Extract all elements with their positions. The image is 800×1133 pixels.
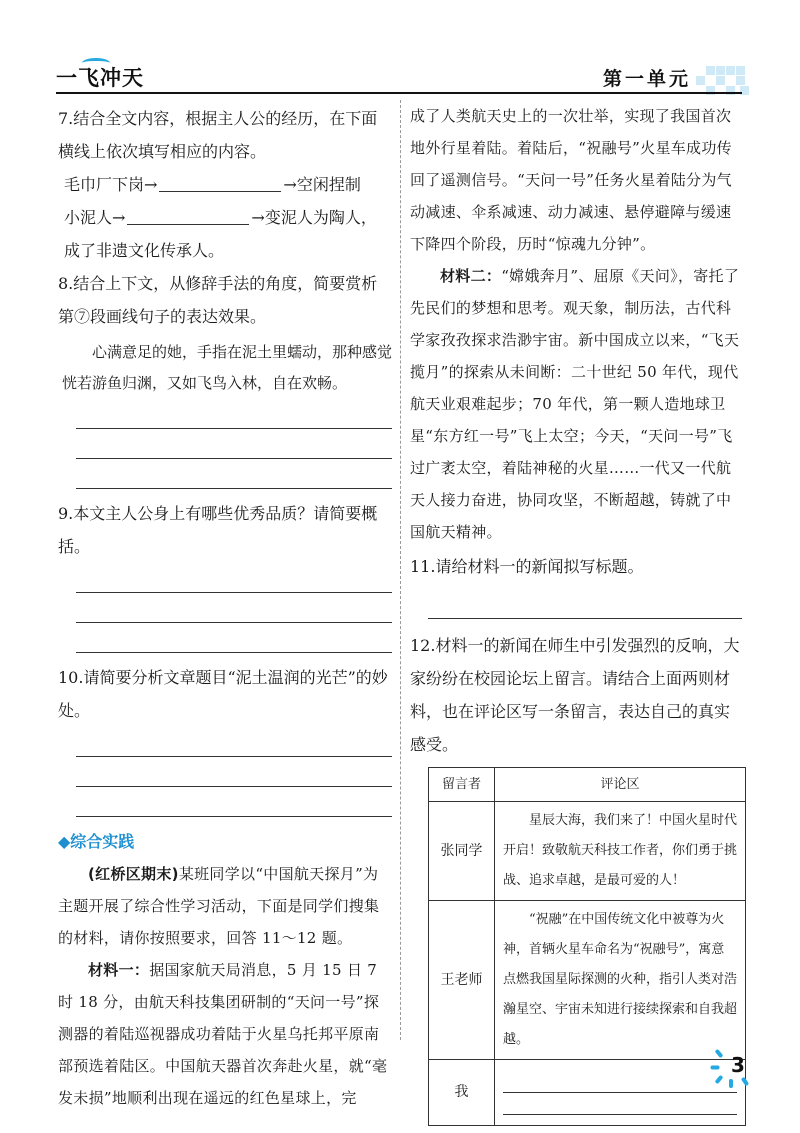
answer-line[interactable] xyxy=(76,727,392,757)
column-header: 评论区 xyxy=(495,768,746,802)
material-2-label: 材料二： xyxy=(440,267,502,285)
comment-text: 星辰大海，我们来了！中国火星时代开启！致敬航天科技工作者，你们勇于挑战、追求卓越，是最可爱的人！ xyxy=(495,802,746,901)
commenter-name: 王老师 xyxy=(429,901,495,1060)
question-8-text: 8.结合上下文，从修辞手法的角度，简要赏析第⑦段画线句子的表达效果。 xyxy=(58,274,378,326)
comment-text: “祝融”在中国传统文化中被尊为火神，首辆火星车命名为“祝融号”，寓意点燃我国星际探测的火种，指引人类对浩瀚星空、宇宙未知进行接续探索和自我超越。 xyxy=(495,901,746,1060)
table-row xyxy=(429,901,746,1060)
right-column xyxy=(410,100,742,1126)
answer-line[interactable] xyxy=(76,593,392,623)
sun-ray-icon xyxy=(741,1077,749,1087)
answer-line[interactable] xyxy=(76,757,392,787)
page-number: 3 xyxy=(731,1053,745,1077)
question-7 xyxy=(58,102,392,267)
answer-line[interactable] xyxy=(76,459,392,489)
commenter-name: 张同学 xyxy=(429,802,495,901)
q7-line1-start: 毛巾厂下岗→ xyxy=(64,175,158,194)
q7-line2-end: →变泥人为陶人， xyxy=(251,208,377,227)
brand-logo xyxy=(56,62,144,92)
question-8-quote: 心满意足的她，手指在泥土里蠕动，那种感觉恍若游鱼归渊，又如飞鸟入林，自在欢畅。 xyxy=(62,343,393,392)
intro-text: 某班同学以“中国航天探月”为主题开展了综合性学习活动，下面是同学们搜集的材料，请你按照要求，回答 11～12 题。 xyxy=(58,865,380,947)
question-12-text: 12.材料一的新闻在师生中引发强烈的反响，大家纷纷在校园论坛上留言。请结合上面两则材料，也在评论区写一条留言，表达自己的真实感受。 xyxy=(410,636,740,754)
source-label: (红桥区期末) xyxy=(88,865,179,883)
material-1-continued: 成了人类航天史上的一次壮举，实现了我国首次地外行星着陆。着陆后，“祝融号”火星车成功传回了遥测信号。“天问一号”任务火星着陆分为气动减速、伞系减速、动力减速、悬停避障与缓速下降四个阶段，历时“惊魂九分钟”。 xyxy=(410,107,732,253)
decorative-squares-icon xyxy=(692,66,752,92)
answer-line[interactable] xyxy=(428,589,742,619)
q7-line2-start: 小泥人→ xyxy=(64,208,126,227)
swoosh-icon xyxy=(82,58,110,68)
question-7-text: 7.结合全文内容，根据主人公的经历，在下面横线上依次填写相应的内容。 xyxy=(58,109,378,161)
question-9-text: 9.本文主人公身上有哪些优秀品质？请简要概括。 xyxy=(58,504,378,556)
q7-blank-2[interactable] xyxy=(127,207,249,225)
answer-line[interactable] xyxy=(76,399,392,429)
table-header-row xyxy=(429,768,746,802)
left-column xyxy=(58,100,392,1114)
question-11 xyxy=(410,550,742,619)
page-number-badge xyxy=(717,1047,757,1087)
section-title: ◆综合实践 xyxy=(58,832,135,851)
answer-line[interactable] xyxy=(503,1093,737,1115)
material-2-text: “嫦娥奔月”、屈原《天问》，寄托了先民们的梦想和思考。观天象，制历法，古代科学家孜孜探求浩渺宇宙。新中国成立以来，“飞天揽月”的探索从未间断：二十世纪 50 年代，现代航天业艰难起步；70 年代，第一颗人造地球卫星“东方红一号”飞上太空；今天，“天问一号”飞过广袤太空，着陆神秘的火星……一代又一代航天人接力奋进，协同攻坚，不断超越，铸就了中国航天精神。 xyxy=(410,267,740,541)
sun-ray-icon xyxy=(711,1066,720,1070)
q7-line3: 成了非遗文化传承人。 xyxy=(64,241,225,260)
column-divider xyxy=(400,100,401,1040)
q7-blank-1[interactable] xyxy=(159,174,281,192)
table-row xyxy=(429,802,746,901)
answer-line[interactable] xyxy=(76,429,392,459)
comment-answer-area[interactable] xyxy=(495,1060,746,1126)
material-1 xyxy=(58,954,392,1114)
unit-title: 第一单元 xyxy=(603,68,692,90)
header-rule xyxy=(56,92,742,94)
question-8 xyxy=(58,267,392,489)
question-10 xyxy=(58,661,392,817)
table-row xyxy=(429,1060,746,1126)
sun-ray-icon xyxy=(729,1079,733,1088)
answer-line[interactable] xyxy=(76,563,392,593)
column-header: 留言者 xyxy=(429,768,495,802)
q7-line1-end: →空闲捏制 xyxy=(283,175,361,194)
question-10-text: 10.请简要分析文章题目“泥土温润的光芒”的妙处。 xyxy=(58,668,388,720)
practice-intro xyxy=(58,858,392,954)
material-1-label: 材料一： xyxy=(88,961,150,979)
page-header xyxy=(0,0,800,100)
question-9 xyxy=(58,497,392,653)
question-12 xyxy=(410,629,742,761)
commenter-name: 我 xyxy=(429,1060,495,1126)
answer-line[interactable] xyxy=(503,1071,737,1093)
answer-line[interactable] xyxy=(76,623,392,653)
material-1-text: 据国家航天局消息，5 月 15 日 7 时 18 分，由航天科技集团研制的“天问一号”探测器的着陆巡视器成功着陆于火星乌托邦平原南部预选着陆区。中国航天器首次奔赴火星，就“毫发未损”地顺利出现在遥远的红色星球上，完 xyxy=(58,961,388,1107)
brand-text: 一飞冲天 xyxy=(56,66,144,90)
material-2 xyxy=(410,260,742,548)
question-11-text: 11.请给材料一的新闻拟写标题。 xyxy=(410,557,644,576)
answer-line[interactable] xyxy=(76,787,392,817)
comment-table xyxy=(428,767,746,1126)
